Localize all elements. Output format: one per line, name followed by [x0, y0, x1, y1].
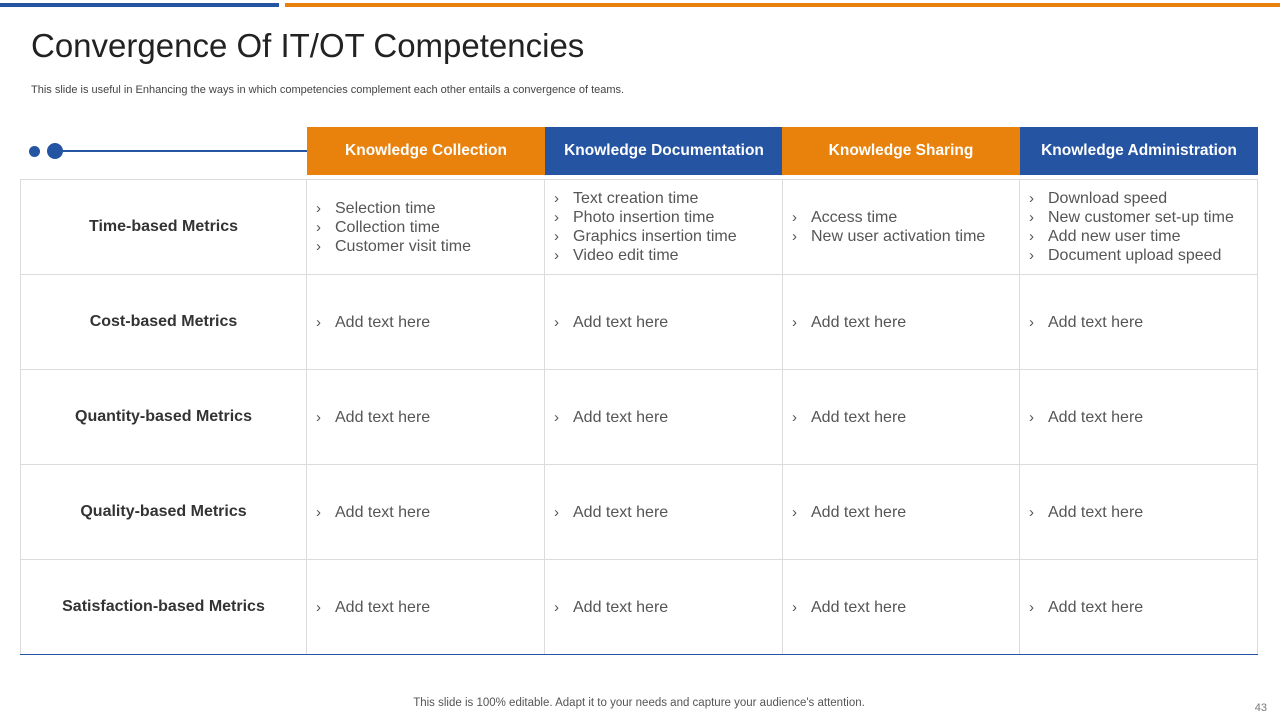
list-item	[554, 503, 782, 522]
chevron-right-icon: ›	[1029, 503, 1034, 521]
list-item-text: Add text here	[573, 313, 669, 331]
table-row	[20, 559, 1258, 654]
chevron-right-icon: ›	[1029, 598, 1034, 616]
table-cell	[783, 369, 1020, 464]
chevron-right-icon: ›	[554, 209, 559, 226]
list-item-text: Add text here	[1048, 598, 1144, 616]
list-item-text: Add text here	[1048, 313, 1144, 331]
top-accent-bar-blue	[0, 3, 279, 7]
list-item	[316, 237, 544, 256]
chevron-right-icon: ›	[792, 598, 797, 616]
connector-dot-small	[29, 146, 40, 157]
list-item	[316, 503, 544, 522]
chevron-right-icon: ›	[554, 503, 559, 521]
table-cell	[783, 464, 1020, 559]
chevron-right-icon: ›	[1029, 228, 1034, 245]
list-item	[792, 598, 1019, 617]
list-item	[554, 208, 782, 227]
list-item-text: Add text here	[573, 408, 669, 426]
list-item	[554, 408, 782, 427]
list-item-text: Add text here	[811, 503, 907, 521]
list-item-text: Add text here	[335, 503, 431, 521]
table-cell	[307, 559, 545, 654]
chevron-right-icon: ›	[554, 408, 559, 426]
chevron-right-icon: ›	[316, 218, 321, 236]
chevron-right-icon: ›	[792, 503, 797, 521]
list-item-text: Add text here	[573, 503, 669, 521]
table-cell	[545, 369, 783, 464]
list-item	[1029, 313, 1257, 332]
list-item	[1029, 227, 1257, 246]
table-cell	[783, 559, 1020, 654]
list-item-text: Add text here	[1048, 503, 1144, 521]
row-label: Quantity-based Metrics	[20, 369, 307, 464]
list-item	[1029, 246, 1257, 265]
row-label: Quality-based Metrics	[20, 464, 307, 559]
list-item-text: Add new user time	[1048, 228, 1181, 245]
list-item-text: Add text here	[811, 598, 907, 616]
table-cell	[307, 464, 545, 559]
table-cell	[545, 559, 783, 654]
footer-note	[0, 697, 1280, 709]
chevron-right-icon: ›	[554, 247, 559, 264]
header-knowledge-documentation: Knowledge Documentation	[545, 127, 783, 175]
table-cell	[1020, 179, 1258, 274]
table-cell	[1020, 464, 1258, 559]
table-cell	[307, 369, 545, 464]
chevron-right-icon: ›	[554, 228, 559, 245]
slide-title: Convergence Of IT/OT Competencies	[31, 27, 585, 64]
list-item-text: Video edit time	[573, 247, 679, 264]
list-item-text: Add text here	[1048, 408, 1144, 426]
chevron-right-icon: ›	[792, 313, 797, 331]
list-item	[554, 246, 782, 265]
list-item	[1029, 598, 1257, 617]
footer-text: This slide is 100% editable. Adapt it to your needs and capture your audience's attention.	[413, 697, 865, 709]
table-cell	[1020, 274, 1258, 369]
list-item	[1029, 208, 1257, 227]
chevron-right-icon: ›	[316, 199, 321, 217]
row-label: Time-based Metrics	[20, 179, 307, 274]
table-cell	[545, 464, 783, 559]
chevron-right-icon: ›	[554, 190, 559, 207]
chevron-right-icon: ›	[792, 209, 797, 226]
list-item	[316, 218, 544, 237]
header-knowledge-sharing: Knowledge Sharing	[782, 127, 1020, 175]
header-knowledge-administration: Knowledge Administration	[1020, 127, 1258, 175]
table-cell	[307, 179, 545, 274]
list-item	[792, 227, 1019, 246]
list-item	[1029, 408, 1257, 427]
chevron-right-icon: ›	[1029, 209, 1034, 226]
chevron-right-icon: ›	[1029, 408, 1034, 426]
list-item	[1029, 189, 1257, 208]
chevron-right-icon: ›	[1029, 247, 1034, 264]
list-item-text: Customer visit time	[335, 237, 472, 255]
list-item-text: Selection time	[335, 199, 436, 217]
list-item-text: Access time	[811, 209, 898, 226]
table-cell	[783, 274, 1020, 369]
table-row	[20, 179, 1258, 274]
list-item-text: Document upload speed	[1048, 247, 1222, 264]
list-item	[792, 313, 1019, 332]
list-item	[554, 189, 782, 208]
chevron-right-icon: ›	[1029, 313, 1034, 331]
table-cell	[307, 274, 545, 369]
chevron-right-icon: ›	[316, 503, 321, 521]
table-cell	[1020, 369, 1258, 464]
list-item-text: New user activation time	[811, 228, 986, 245]
list-item-text: Add text here	[811, 408, 907, 426]
list-item	[316, 313, 544, 332]
list-item	[1029, 503, 1257, 522]
list-item-text: Add text here	[335, 408, 431, 426]
chevron-right-icon: ›	[792, 408, 797, 426]
list-item-text: Graphics insertion time	[573, 228, 737, 245]
table-row	[20, 274, 1258, 369]
list-item	[554, 598, 782, 617]
list-item-text: Download speed	[1048, 190, 1168, 207]
list-item	[316, 598, 544, 617]
list-item	[792, 408, 1019, 427]
metrics-table	[20, 179, 1258, 655]
list-item-text: Add text here	[335, 598, 431, 616]
table-row	[20, 369, 1258, 464]
list-item-text: Photo insertion time	[573, 209, 715, 226]
list-item-text: Add text here	[573, 598, 669, 616]
slide-subtitle: This slide is useful in Enhancing the ways in which competencies complement each other entails a convergence of teams.	[31, 84, 625, 96]
table-cell	[545, 274, 783, 369]
table-cell	[783, 179, 1020, 274]
chevron-right-icon: ›	[792, 228, 797, 245]
list-item	[316, 199, 544, 218]
connector-line	[60, 150, 307, 152]
list-item	[554, 313, 782, 332]
chevron-right-icon: ›	[554, 313, 559, 331]
chevron-right-icon: ›	[316, 408, 321, 426]
page-number: 43	[1254, 702, 1267, 714]
list-item-text: New customer set-up time	[1048, 209, 1234, 226]
chevron-right-icon: ›	[316, 313, 321, 331]
list-item	[792, 208, 1019, 227]
chevron-right-icon: ›	[316, 598, 321, 616]
list-item-text: Add text here	[335, 313, 431, 331]
list-item	[316, 408, 544, 427]
list-item	[792, 503, 1019, 522]
row-label: Cost-based Metrics	[20, 274, 307, 369]
chevron-right-icon: ›	[316, 237, 321, 255]
table-row	[20, 464, 1258, 559]
table-cell	[1020, 559, 1258, 654]
list-item-text: Add text here	[811, 313, 907, 331]
top-accent-bar-orange	[285, 3, 1280, 7]
row-label: Satisfaction-based Metrics	[20, 559, 307, 654]
header-knowledge-collection: Knowledge Collection	[307, 127, 545, 175]
list-item	[554, 227, 782, 246]
list-item-text: Collection time	[335, 218, 440, 236]
chevron-right-icon: ›	[554, 598, 559, 616]
table-cell	[545, 179, 783, 274]
list-item-text: Text creation time	[573, 190, 699, 207]
chevron-right-icon: ›	[1029, 190, 1034, 207]
